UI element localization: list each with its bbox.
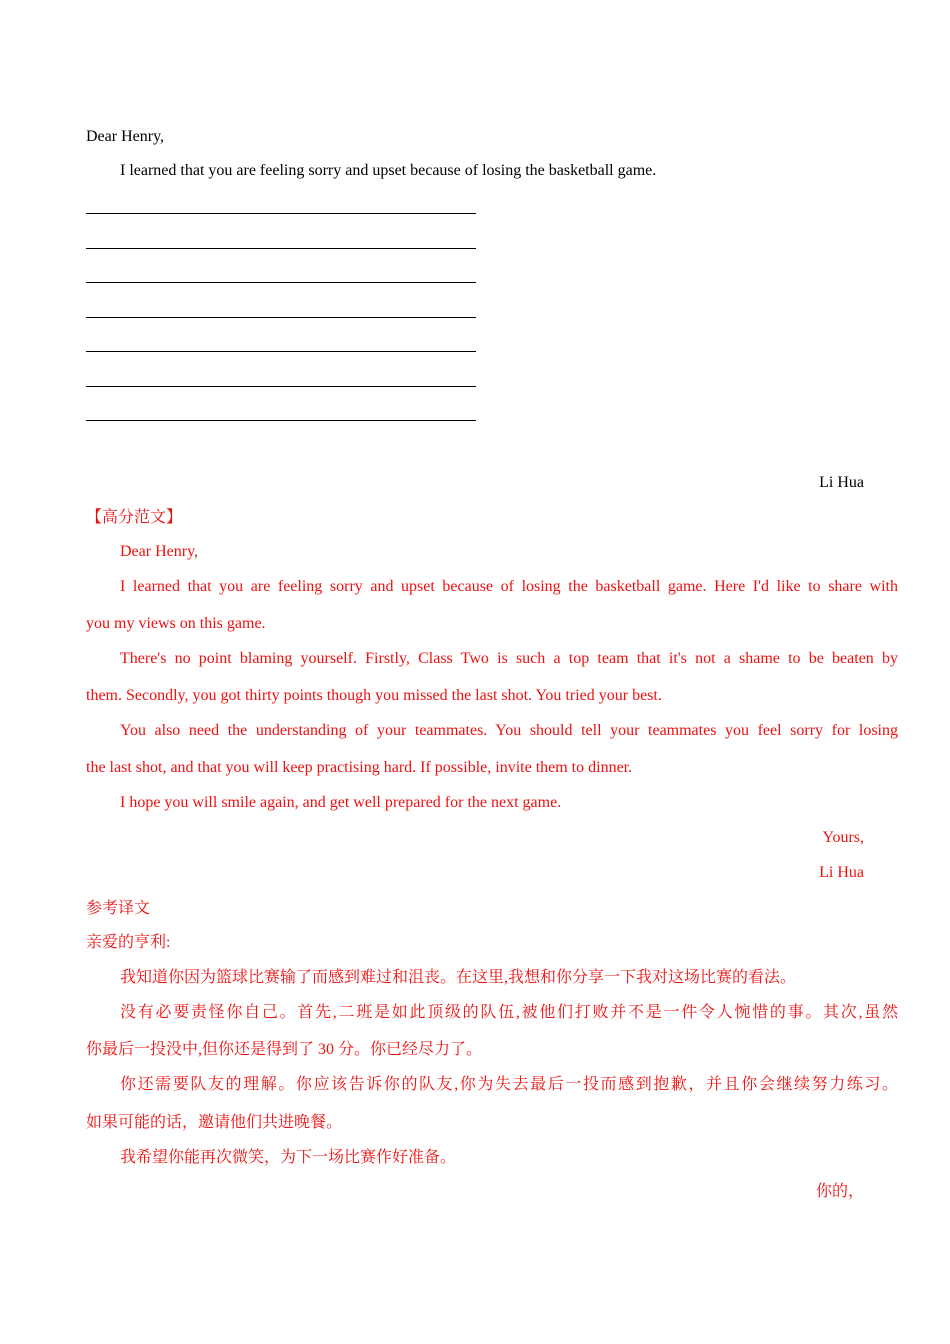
model-essay-paragraph-2-line-2: them. Secondly, you got thirty points though you missed the last shot. You tried your best. (86, 687, 662, 704)
letter-signature: Li Hua (819, 474, 864, 491)
translation-paragraph-3-line-2: 如果可能的话，邀请他们共进晚餐。 (86, 1114, 343, 1131)
letter-greeting: Dear Henry, (86, 128, 165, 145)
writing-line (86, 317, 476, 318)
model-essay-closing: Yours, (822, 829, 864, 846)
translation-heading: 参考译文 (86, 900, 151, 917)
model-essay-paragraph-4: I hope you will smile again, and get well prepared for the next game. (120, 794, 562, 811)
letter-opening: I learned that you are feeling sorry and upset because of losing the basketball game. (120, 162, 657, 179)
model-essay-paragraph-2-line-1: There's no point blaming yourself. Firstly, Class Two is such a top team that it's not a shame to be beaten by (120, 650, 898, 667)
model-essay-heading: 【高分范文】 (86, 509, 183, 526)
translation-greeting: 亲爱的亨利: (86, 934, 171, 951)
translation-paragraph-2-line-1: 没有必要责怪你自己。首先,二班是如此顶级的队伍,被他们打败并不是一件令人惋惜的事。其次,虽然 (120, 1004, 898, 1021)
writing-line (86, 213, 476, 214)
model-essay-paragraph-1-line-1: I learned that you are feeling sorry and upset because of losing the basketball game. Here I'd like to share with (120, 578, 898, 595)
model-essay-greeting: Dear Henry, (120, 543, 199, 560)
translation-paragraph-4: 我希望你能再次微笑，为下一场比赛作好准备。 (120, 1149, 457, 1166)
model-essay-paragraph-3-line-1: You also need the understanding of your teammates. You should tell your teammates you feel sorry for losing (120, 722, 898, 739)
writing-line (86, 420, 476, 421)
writing-line (86, 248, 476, 249)
writing-line (86, 282, 476, 283)
model-essay-paragraph-3-line-2: the last shot, and that you will keep practising hard. If possible, invite them to dinner. (86, 759, 633, 776)
translation-paragraph-3-line-1: 你还需要队友的理解。你应该告诉你的队友,你为失去最后一投而感到抱歉，并且你会继续努力练习。 (120, 1076, 898, 1093)
translation-closing: 你的， (815, 1183, 864, 1200)
writing-line (86, 351, 476, 352)
translation-paragraph-2-line-2: 你最后一投没中,但你还是得到了 30 分。你已经尽力了。 (86, 1041, 483, 1058)
writing-line (86, 386, 476, 387)
model-essay-paragraph-1-line-2: you my views on this game. (86, 615, 266, 632)
model-essay-signature: Li Hua (819, 864, 864, 881)
translation-paragraph-1: 我知道你因为篮球比赛输了而感到难过和沮丧。在这里,我想和你分享一下我对这场比赛的看法。 (120, 969, 797, 986)
